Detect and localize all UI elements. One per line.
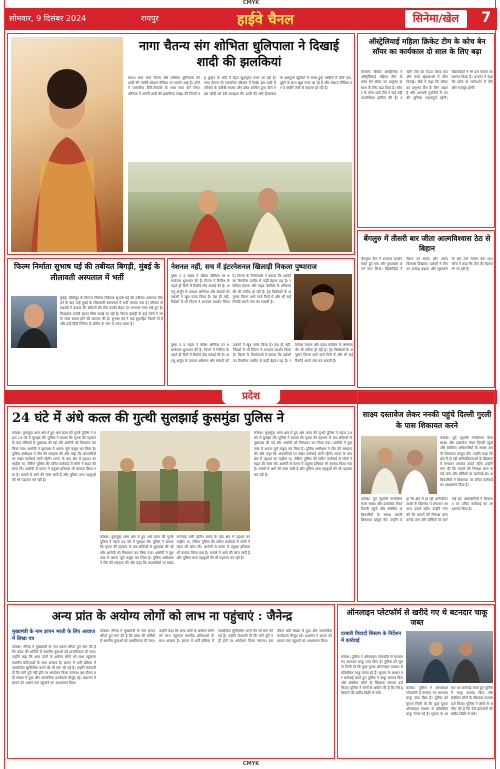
story-pushpa	[167, 258, 355, 386]
edition-city: रायपुर	[141, 14, 159, 23]
story-knives-headline: ऑनलाइन प्लेटफॉर्म से खरीदे गए थे बटनदार चाकू जब्त	[346, 608, 488, 627]
knives-photo	[406, 631, 493, 683]
story-jainendra-body: कोरबा। जैनेन्द्र ने मुख्यमंत्री के नाम ज्ञापन सौंपते हुए मांग की है कि प्रदेश की भर्तियों में स्थानीय युवाओं को प्राथमिकता दी जाए। उन्होंने कहा कि अन्य प्रांतों के अयोग्य लोगों को लाभ पहुंचाना स्थानीय प्रतिभाओं के साथ अन्याय है। ज्ञापन में भर्ती प्रक्रिया में पारदर्शिता सुनिश्चित करने की भी मांग की गई है। उन्होंने चेतावनी दी कि मांगें पूरी नहीं होने पर आंदोलन किया जाएगा। इस दौरान बड़ी संख्या में युवा और सामाजिक कार्यकर्ता मौजूद रहे। प्रशासन ने ज्ञापन को शासन तक पहुंचाने का आश्वासन दिया।	[100, 629, 332, 644]
cmyk-marker-top: CMYK	[242, 0, 260, 6]
story-knives-body: कोरबा। पुलिस ने ऑनलाइन प्लेटफॉर्म से मंगवाए गए बटनदार चाकू जब्त किए हैं। पुलिस को सूचना मिली थी कि कुछ युवक ऑनलाइन माध्यम से प्रतिबंधित चाकू मंगवा रहे हैं। सूचना के आधार पर कार्रवाई करते हुए पुलिस ने चाकू बरामद किए और संबंधित लोगों के खिलाफ मामला दर्ज किया। पुलिस ने लोगों से अपील की है कि ऐसे हथियारों की खरीद-बिक्री से बचें।	[406, 686, 493, 717]
story-murder-body-mid: कोरबा। कुसमुंडा थाना क्षेत्र में हुए अंधे कत्ल की गुत्थी पुलिस ने महज 24 घंटे में सुलझा ली। पुलिस ने बताया कि मृतक की पहचान के बाद संदिग्धों से पूछताछ की गई और आरोपी को गिरफ्तार कर लिया गया। आरोपी ने पूछताछ में अपना जुर्म कबूल कर लिया है। पुलिस अधीक्षक ने टीम की सराहना की और कहा कि अपराधियों पर सख्त कार्रवाई जारी रहेगी। घटना के बाद क्षेत्र में दहशत का माहौल था, लेकिन पुलिस की त्वरित कार्रवाई से लोगों ने राहत की सांस ली। आरोपी से घटना में प्रयुक्त हथियार भी बरामद किया गया है। मामले में आगे की जांच जारी है और पुलिस अन्य पहलुओं की भी पड़ताल कर रही है।	[100, 535, 250, 566]
police-press-photo	[100, 431, 250, 531]
page-number: 7	[481, 10, 491, 26]
story-bengaluru	[357, 230, 495, 388]
story-murder-body-right: कोरबा। कुसमुंडा थाना क्षेत्र में हुए अंधे कत्ल की गुत्थी पुलिस ने महज 24 घंटे में सुलझा ली। पुलिस ने बताया कि मृतक की पहचान के बाद संदिग्धों से पूछताछ की गई और आरोपी को गिरफ्तार कर लिया गया। आरोपी ने पूछताछ में अपना जुर्म कबूल कर लिया है। पुलिस अधीक्षक ने टीम की सराहना की और कहा कि अपराधियों पर सख्त कार्रवाई जारी रहेगी। घटना के बाद क्षेत्र में दहशत का माहौल था, लेकिन पुलिस की त्वरित कार्रवाई से लोगों ने राहत की सांस ली। आरोपी से घटना में प्रयुक्त हथियार भी बरामद किया गया है। मामले में आगे की जांच जारी है और पुलिस अन्य पहलुओं की भी पड़ताल कर रही है।	[254, 431, 352, 477]
newspaper-page	[4, 0, 496, 769]
story-ghai-body: मुंबई। बॉलीवुड के दिग्गज निर्माता-निर्देशक सुभाष घई की तबीयत अचानक बिगड़ने के बाद उन्हें मुंबई के लीलावती अस्पताल में भर्ती कराया गया है। परिवार के सदस्यों ने बताया कि डॉक्टरों की टीम उनकी सेहत पर लगातार नजर रखे हुए है। फिलहाल उनकी हालत स्थिर बताई जा रही है। फिल्म इंडस्ट्री के कई लोगों ने उनके जल्द स्वस्थ होने की कामना की है। सुभाष घई ने कई सुपरहिट फिल्में दी हैं और उन्हें हिंदी सिनेमा के शोमैन के नाम से जाना जाता है।	[60, 296, 163, 327]
story-bengaluru-body: बेंगलुरु। टीम ने शानदार प्रदर्शन करते हुए एक और मुकाबला अपने नाम किया। खिलाड़ियों ने मैदान पर संयम और आत्मविश्वास दिखाया। दर्शकों ने टीम का उत्साह बढ़ाया और मुकाबले के अंत तक रोमांच बना रहा। कोच ने कहा कि टीम की मेहनत रंग ला रही है।	[361, 257, 493, 272]
story-nanki-headline: साक्ष्य दस्तावेज लेकर ननकी पहुंचे दिल्ली गुरली के पास शिकायत करने	[362, 410, 492, 430]
story-knives	[337, 604, 495, 759]
story-subhash-ghai	[7, 258, 165, 386]
newspaper-brand: हाईवे चैनल	[237, 12, 294, 28]
story-murder-body-left: कोरबा। कुसमुंडा थाना क्षेत्र में हुए अंधे कत्ल की गुत्थी पुलिस ने महज 24 घंटे में सुलझा ली। पुलिस ने बताया कि मृतक की पहचान के बाद संदिग्धों से पूछताछ की गई और आरोपी को गिरफ्तार कर लिया गया। आरोपी ने पूछताछ में अपना जुर्म कबूल कर लिया है। पुलिस अधीक्षक ने टीम की सराहना की और कहा कि अपराधियों पर सख्त कार्रवाई जारी रहेगी। घटना के बाद क्षेत्र में दहशत का माहौल था, लेकिन पुलिस की त्वरित कार्रवाई से लोगों ने राहत की सांस ली। आरोपी से घटना में प्रयुक्त हथियार भी बरामद किया गया है। मामले में आगे की जांच जारी है और पुलिस अन्य पहलुओं की भी पड़ताल कर रही है।	[12, 431, 96, 482]
issue-date: सोमवार, 9 दिसंबर 2024	[9, 14, 87, 23]
story-pushpa-body-bottom: पुष्पा 2 द राइज ने बॉक्स ऑफिस पर धमाकेदार शुरुआत की है। फिल्म ने रिलीज के पहले ही दिनों में रिकॉर्ड तोड़ कमाई की है। अल्लू अर्जुन के दमदार अभिनय और संवादों को दर्शकों ने खूब पसंद किया है। देश ही नहीं, विदेशों में भी फिल्म ने शानदार प्रदर्शन किया है। फिल्म के निर्माताओं ने बताया कि दर्शकों का रिस्पॉन्स उम्मीद से कहीं बेहतर रहा है। रश्मिका मंदाना और फहद फासिल के अभिनय की भी तारीफ हो रही है। ट्रेड विशेषज्ञों के अनुसार फिल्म आने वाले दिनों में और भी कई रिकॉर्ड अपने नाम कर सकती है।	[171, 343, 353, 363]
story-pushpa-headline: नेशनल नहीं, सच में इंटरनेशनल खिलाड़ी निकला पुष्पाराज	[171, 262, 317, 271]
story-nanki-body: कोरबा। पूर्व गृहमंत्री ननकीराम कंवर साक्ष्य और दस्तावेज लेकर दिल्ली पहुंचे और संबंधित अधिकारियों के समक्ष अपनी शिकायत प्रस्तुत की। उन्होंने कहा कि क्षेत्र में हो रही अनियमितताओं के खिलाफ वे लगातार आवाज उठाते रहेंगे। उन्होंने मांग की कि मामले की निष्पक्ष जांच कराई जाए और दोषियों पर कार्रवाई हो। अधिकारियों ने शिकायत पर उचित कार्रवाई का आश्वासन दिया है।	[361, 497, 493, 522]
story-nanki-body-side: कोरबा। पूर्व गृहमंत्री ननकीराम कंवर साक्ष्य और दस्तावेज लेकर दिल्ली पहुंचे और संबंधित अधिकारियों के समक्ष अपनी शिकायत प्रस्तुत की। उन्होंने कहा कि क्षेत्र में हो रही अनियमितताओं के खिलाफ वे लगातार आवाज उठाते रहेंगे। उन्होंने मांग की कि मामले की निष्पक्ष जांच कराई जाए और दोषियों पर कार्रवाई हो। अधिकारियों ने शिकायत पर उचित कार्रवाई का आश्वासन दिया है।	[440, 436, 493, 487]
page-header	[5, 8, 497, 30]
cmyk-marker-bottom: CMYK	[242, 761, 260, 767]
story-bengaluru-headline: बेंगलुरु में तीसरी बार जीता आत्मविश्वास ठेठ से बिहान	[363, 234, 491, 253]
story-cricket-coach	[357, 33, 495, 228]
story-cricket-body: मेलबर्न। क्रिकेट ऑस्ट्रेलिया ने ऑस्ट्रेलियाई महिला टीम के कोच बेन सॉयर का अनुबंध दो साल के लिए बढ़ा दिया है। सॉयर के कोच रहते टीम ने कई बड़ी उपलब्धियां हासिल की हैं। उन्होंने टीम को टी20 विश्व कप और वनडे श्रृंखलाओं में जीत दिलाई। बोर्ड ने कहा कि सॉयर का अनुभव टीम के लिए अहम है और आगामी टूर्नामेंटों में उनकी भूमिका महत्वपूर्ण रहेगी। खिलाड़ियों ने भी इस फैसले का स्वागत किया है। कप्तान ने कहा कि कोच के मार्गदर्शन में टीम और मजबूत होगी।	[361, 70, 493, 101]
story-jainendra	[7, 604, 335, 759]
section-band-label: प्रदेश	[222, 390, 280, 404]
story-jainendra-body-left: कोरबा। जैनेन्द्र ने मुख्यमंत्री के नाम ज्ञापन सौंपते हुए मांग की है कि प्रदेश की भर्तियों में स्थानीय युवाओं को प्राथमिकता दी जाए। उन्होंने कहा कि अन्य प्रांतों के अयोग्य लोगों को लाभ पहुंचाना स्थानीय प्रतिभाओं के साथ अन्याय है। ज्ञापन में भर्ती प्रक्रिया में पारदर्शिता सुनिश्चित करने की भी मांग की गई है। उन्होंने चेतावनी दी कि मांगें पूरी नहीं होने पर आंदोलन किया जाएगा। इस दौरान बड़ी संख्या में युवा और सामाजिक कार्यकर्ता मौजूद रहे। प्रशासन ने ज्ञापन को शासन तक पहुंचाने का आश्वासन दिया।	[12, 645, 96, 686]
story-murder-case	[7, 406, 355, 602]
story-jainendra-subhead: मुख्यमंत्री के नाम ज्ञापन भरती के लिए आवाज में लिखा पत्र	[12, 629, 95, 642]
story-cricket-headline: ऑस्ट्रेलियाई महिला क्रिकेट टीम के कोच बेन सॉयर का कार्यकाल दो साल के लिए बढ़ा	[368, 37, 486, 56]
story-wedding-headline: नागा चैतन्य संग शोभिता धुलिपाला ने दिखाई शादी की झलकियां	[138, 38, 340, 69]
story-murder-headline: 24 घंटे में अंधे कत्ल की गुत्थी सुलझाई कुसमुंडा पुलिस ने	[12, 411, 284, 426]
story-wedding	[7, 33, 355, 255]
wedding-ceremony-photo	[128, 162, 352, 252]
story-wedding-body: साउथ स्टार नागा चैतन्य और शोभिता धुलिपाला की शादी की तस्वीरें सोशल मीडिया पर सामने आई हैं। दोनों ने पारंपरिक रीति-रिवाजों के साथ सात फेरे लिए। शोभिता ने अपनी शादी की झलकियां साझा कीं जिनमें वह दुल्हन के जोड़े में बेहद खूबसूरत नजर आ रही हैं। नागा चैतन्य भी पारंपरिक परिधान में दिखे। इस शादी में परिवार के करीबी सदस्य और दोस्त शामिल हुए। फैंस ने इस जोड़ी को ढेरों बधाइयां दीं। शादी की रस्में हैदराबाद के अन्नपूर्णा स्टूडियो में संपन्न हुईं। तस्वीरों में दोनों एक-दूसरे के साथ खुश नजर आ रहे हैं और सोशल मीडिया पर ये तस्वीरें तेजी से वायरल हो रही हैं।	[128, 76, 352, 96]
section-label: सिनेमा/खेल	[405, 10, 467, 28]
story-ghai-headline: फिल्म निर्माता सुभाष घई की तबीयत बिगड़ी, मुंबई के लीलावती अस्पताल में भर्ती	[14, 262, 160, 282]
wedding-photo	[11, 37, 123, 252]
story-nanki	[357, 391, 495, 602]
story-knives-subhead: दरबारी विवादों सिस्टम के निर्देशन में कार्रवाई	[341, 631, 402, 644]
story-jainendra-headline: अन्य प्रांत के अयोग्य लोगों को लाभ ना पहुंचाएं : जैनेन्द्र	[51, 609, 293, 623]
story-pushpa-body-top: पुष्पा 2 द राइज ने बॉक्स ऑफिस पर धमाकेदार शुरुआत की है। फिल्म ने रिलीज के पहले ही दिनों में रिकॉर्ड तोड़ कमाई की है। अल्लू अर्जुन के दमदार अभिनय और संवादों को दर्शकों ने खूब पसंद किया है। देश ही नहीं, विदेशों में भी फिल्म ने शानदार प्रदर्शन किया है। फिल्म के निर्माताओं ने बताया कि दर्शकों का रिस्पॉन्स उम्मीद से कहीं बेहतर रहा है। रश्मिका मंदाना और फहद फासिल के अभिनय की भी तारीफ हो रही है। ट्रेड विशेषज्ञों के अनुसार फिल्म आने वाले दिनों में और भी कई रिकॉर्ड अपने नाम कर सकती है।	[171, 274, 291, 305]
nanki-photo	[361, 436, 437, 494]
ghai-photo	[11, 296, 57, 348]
story-knives-body-left: कोरबा। पुलिस ने ऑनलाइन प्लेटफॉर्म से मंगवाए गए बटनदार चाकू जब्त किए हैं। पुलिस को सूचना मिली थी कि कुछ युवक ऑनलाइन माध्यम से प्रतिबंधित चाकू मंगवा रहे हैं। सूचना के आधार पर कार्रवाई करते हुए पुलिस ने चाकू बरामद किए और संबंधित लोगों के खिलाफ मामला दर्ज किया। पुलिस ने लोगों से अपील की है कि ऐसे हथियारों की खरीद-बिक्री से बचें।	[341, 655, 403, 696]
pushpa-photo	[294, 274, 352, 340]
